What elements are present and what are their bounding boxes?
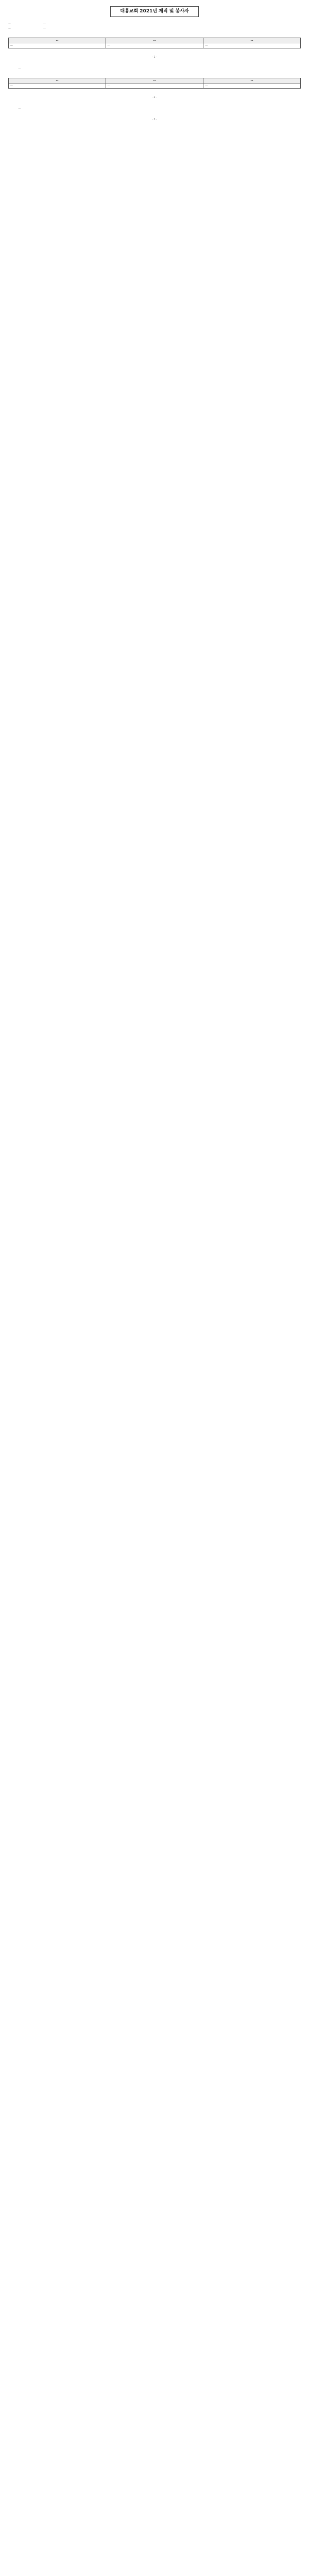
table-header-row <box>9 38 301 43</box>
section <box>8 107 301 110</box>
roster-row <box>8 22 301 26</box>
table-row <box>9 83 301 88</box>
table-cell: … <box>106 43 203 48</box>
section <box>8 66 301 70</box>
roster-names: … <box>43 26 46 30</box>
table-header-cell: … <box>9 78 106 83</box>
page-number: - 2 - <box>152 96 157 99</box>
document-title: 대홍교회 2021년 제직 및 봉사자 <box>110 6 198 17</box>
roster-role: … <box>8 22 11 26</box>
roster-names: … <box>43 22 46 26</box>
roster-table <box>8 78 301 89</box>
table-header-cell: … <box>203 78 301 83</box>
paragraph: … <box>19 107 21 110</box>
table-header-cell: … <box>106 78 203 83</box>
table-row <box>9 43 301 48</box>
roster-row <box>8 26 301 30</box>
roster-table <box>8 38 301 49</box>
table-cell: … <box>203 43 301 48</box>
page-number: - 3 - <box>152 117 157 121</box>
table-header-cell: … <box>106 38 203 43</box>
table-cell: … <box>203 83 301 88</box>
document-title-box <box>8 6 301 17</box>
table-header-row <box>9 78 301 83</box>
table-cell: … <box>9 43 106 48</box>
roster-role: … <box>8 26 11 30</box>
table-cell: … <box>9 83 106 88</box>
table-header-cell: … <box>203 38 301 43</box>
page-number: - 1 - <box>152 56 157 59</box>
table-header-cell: … <box>9 38 106 43</box>
table-cell: … <box>106 83 203 88</box>
document-body <box>8 22 301 122</box>
paragraph: … <box>19 66 21 70</box>
section <box>8 22 301 30</box>
